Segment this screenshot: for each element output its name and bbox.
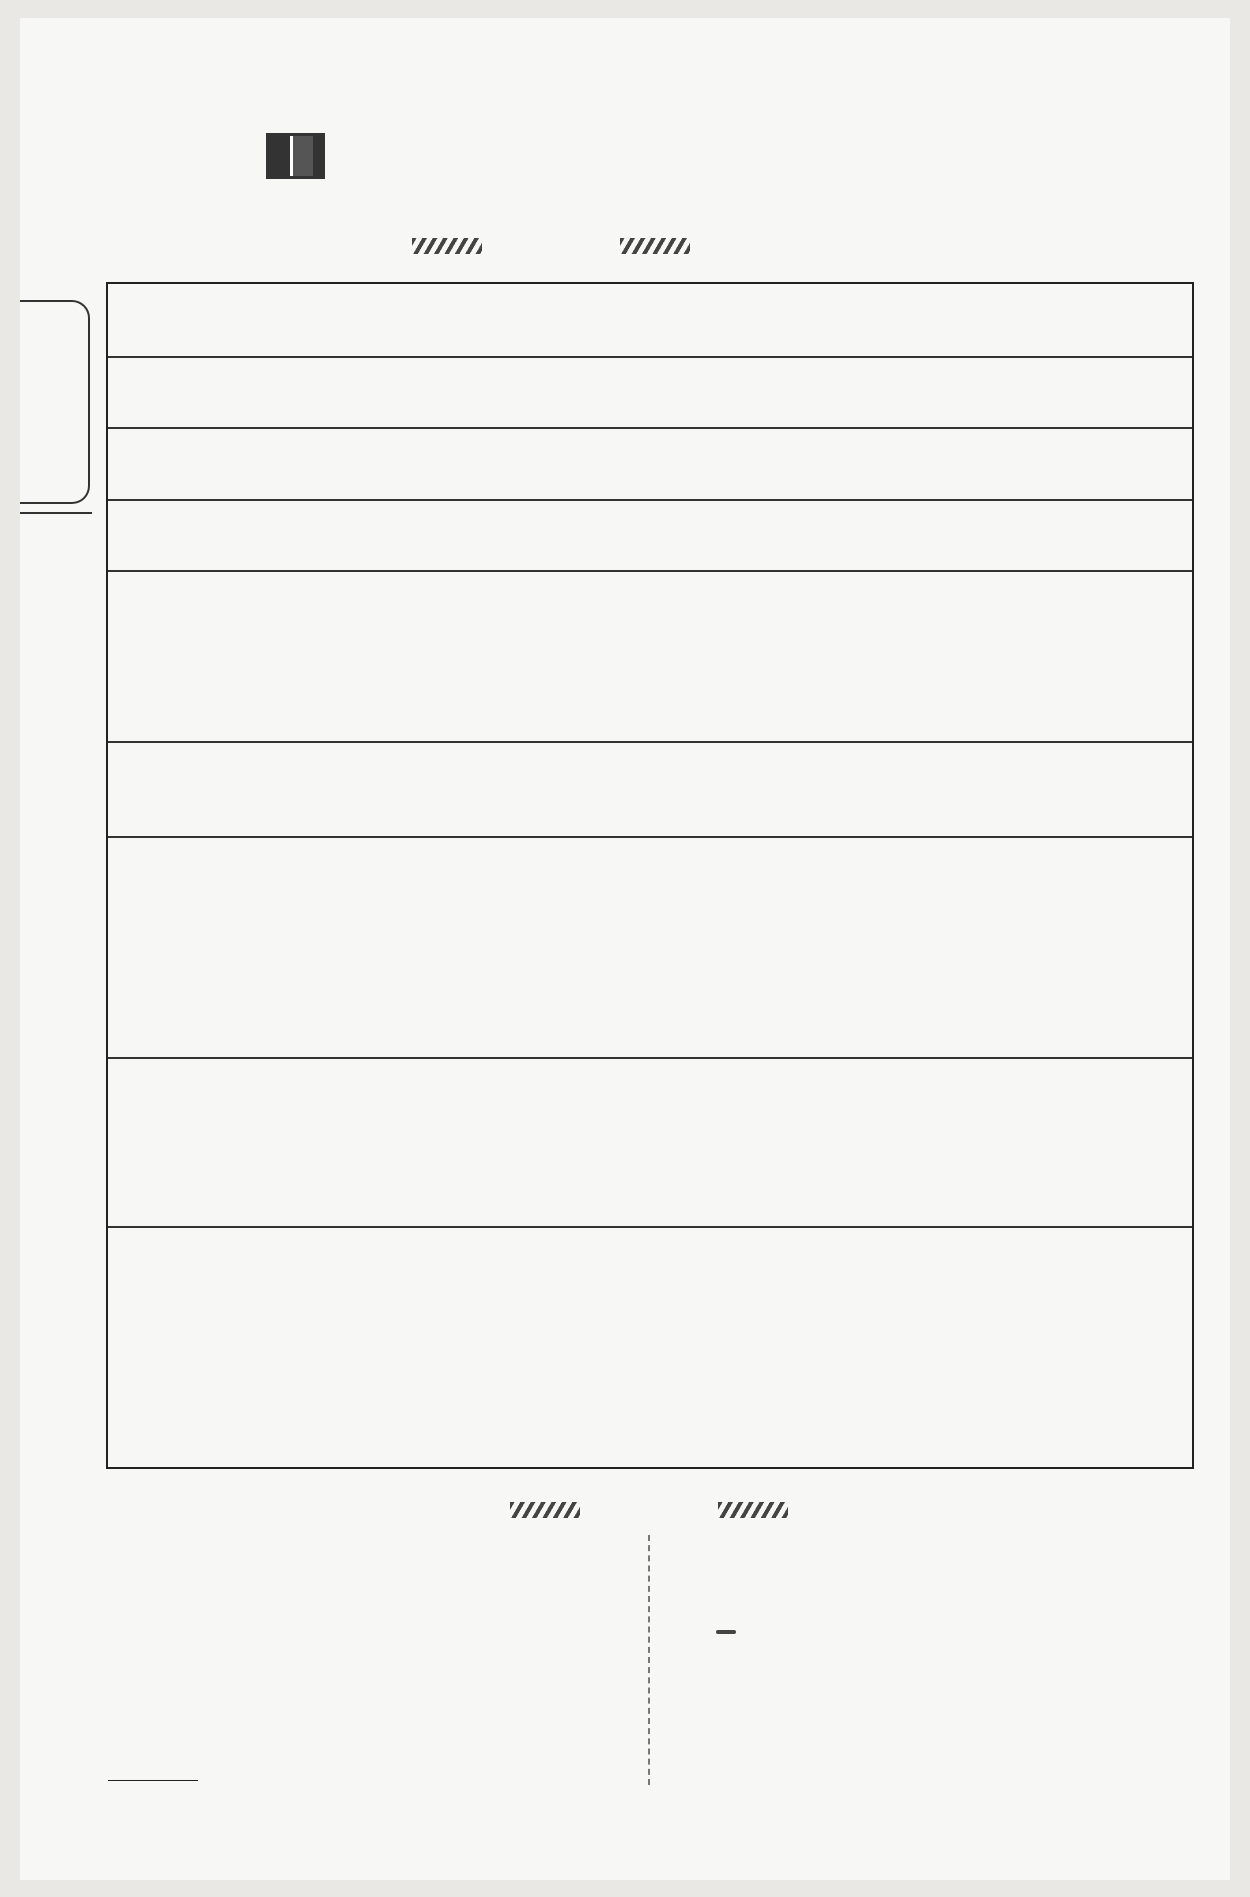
badge-number xyxy=(290,136,313,176)
section-listening-fill xyxy=(108,358,1192,429)
section-complete-sentences xyxy=(108,572,1192,743)
title-row xyxy=(266,132,347,180)
column-divider xyxy=(648,1535,650,1785)
answer-blank xyxy=(108,1762,198,1781)
paper-badge xyxy=(266,133,325,179)
stripe-decoration-left xyxy=(510,1502,580,1518)
answer-row xyxy=(104,1700,360,1724)
method-tag xyxy=(716,1630,736,1634)
section-listening-choice xyxy=(108,284,1192,358)
side-divider xyxy=(20,512,92,514)
question-28-line2 xyxy=(108,1762,198,1786)
section-dialogue xyxy=(108,1059,1192,1228)
stripe-decoration-right xyxy=(718,1502,788,1518)
section-task-reading xyxy=(108,838,1192,1059)
section-reading xyxy=(108,501,1192,572)
section-cloze xyxy=(108,429,1192,501)
stripe-decoration-right xyxy=(620,238,690,254)
section-passage-fill xyxy=(108,743,1192,838)
question-28-line1 xyxy=(104,1732,112,1756)
answer-key-box xyxy=(106,282,1194,1469)
section-writing xyxy=(108,1228,1192,1467)
side-tab[interactable] xyxy=(20,300,90,504)
stripe-decoration-left xyxy=(412,238,482,254)
